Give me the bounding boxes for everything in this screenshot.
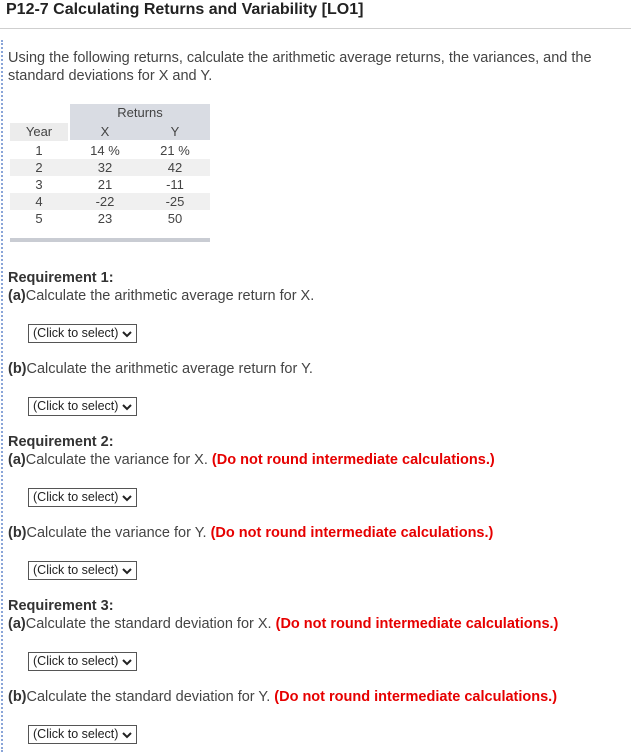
question-text: Calculate the variance for X. (25, 452, 208, 468)
cell-year: 3 (35, 177, 43, 192)
requirement-3b (8, 688, 557, 706)
select-value: (Click to select) (33, 326, 119, 340)
select-value: (Click to select) (33, 727, 119, 741)
part-label: (a) (8, 616, 26, 632)
cell-x: 23 (97, 211, 113, 226)
requirement-1b (8, 360, 313, 378)
table-col-y: Y (170, 124, 180, 139)
requirement-2b-question (8, 524, 493, 542)
intro-text: Using the following returns, calculate the arithmetic average returns, the variances, and the standard deviations for X and Y. (8, 50, 592, 84)
requirement-3a-question (8, 615, 558, 633)
requirement-1a-select[interactable] (28, 324, 137, 343)
select-value: (Click to select) (33, 490, 119, 504)
table-col-x: X (100, 124, 110, 139)
cell-x: 32 (97, 160, 113, 175)
cell-year: 5 (35, 211, 43, 226)
part-label: (b) (8, 525, 27, 541)
requirement-2 (8, 433, 495, 469)
cell-year: 4 (35, 194, 43, 209)
warning-text: (Do not round intermediate calculations.) (274, 689, 558, 705)
table-group-header: Returns (117, 105, 163, 120)
title-divider (0, 28, 631, 29)
chevron-down-icon (122, 403, 132, 411)
warning-text: (Do not round intermediate calculations.) (275, 616, 559, 632)
part-label: (b) (8, 361, 27, 377)
cell-y: 50 (167, 211, 183, 226)
cell-x: -22 (95, 194, 115, 209)
table-col-year: Year (10, 123, 68, 141)
question-text: Calculate the standard deviation for Y. (26, 689, 271, 705)
part-label: (a) (8, 288, 26, 304)
cell-x: 21 (97, 177, 113, 192)
requirement-3b-question (8, 688, 557, 706)
requirement-1b-select[interactable] (28, 397, 137, 416)
question-text: Calculate the variance for Y. (26, 525, 207, 541)
warning-text: (Do not round intermediate calculations.) (210, 525, 494, 541)
requirement-3-title: Requirement 3: (8, 598, 114, 614)
cell-y: -11 (166, 177, 184, 192)
table-row (10, 142, 210, 159)
table-row (10, 176, 210, 193)
page-title: P12-7 Calculating Returns and Variability [LO1] (6, 1, 364, 18)
table-row (10, 159, 210, 176)
part-label: (a) (8, 452, 26, 468)
left-dotted-border (1, 40, 3, 752)
table-row (10, 193, 210, 210)
select-value: (Click to select) (33, 654, 119, 668)
requirement-3a-select[interactable] (28, 652, 137, 671)
cell-y: 21 % (160, 143, 190, 158)
requirement-2b (8, 524, 493, 542)
chevron-down-icon (122, 330, 132, 338)
question-text: Calculate the arithmetic average return for X. (25, 288, 315, 304)
chevron-down-icon (122, 658, 132, 666)
requirement-2b-select[interactable] (28, 561, 137, 580)
requirement-1 (8, 269, 314, 305)
chevron-down-icon (122, 494, 132, 502)
warning-text: (Do not round intermediate calculations.) (211, 452, 495, 468)
question-text: Calculate the arithmetic average return for Y. (26, 361, 313, 377)
cell-year: 2 (35, 160, 43, 175)
requirement-3 (8, 597, 558, 633)
cell-y: -25 (165, 194, 185, 209)
select-value: (Click to select) (33, 399, 119, 413)
cell-y: 42 (167, 160, 183, 175)
requirement-1b-question (8, 360, 313, 378)
table-bottom-rule (10, 238, 210, 242)
requirement-1-title: Requirement 1: (8, 270, 114, 286)
table-row (10, 210, 210, 227)
requirement-2-title: Requirement 2: (8, 434, 114, 450)
requirement-2a-question (8, 451, 495, 469)
requirement-2a-select[interactable] (28, 488, 137, 507)
select-value: (Click to select) (33, 563, 119, 577)
cell-year: 1 (35, 143, 43, 158)
cell-x: 14 % (90, 143, 120, 158)
requirement-3b-select[interactable] (28, 725, 137, 744)
question-text: Calculate the standard deviation for X. (25, 616, 272, 632)
chevron-down-icon (122, 567, 132, 575)
requirement-1a-question (8, 287, 314, 305)
chevron-down-icon (122, 731, 132, 739)
part-label: (b) (8, 689, 27, 705)
